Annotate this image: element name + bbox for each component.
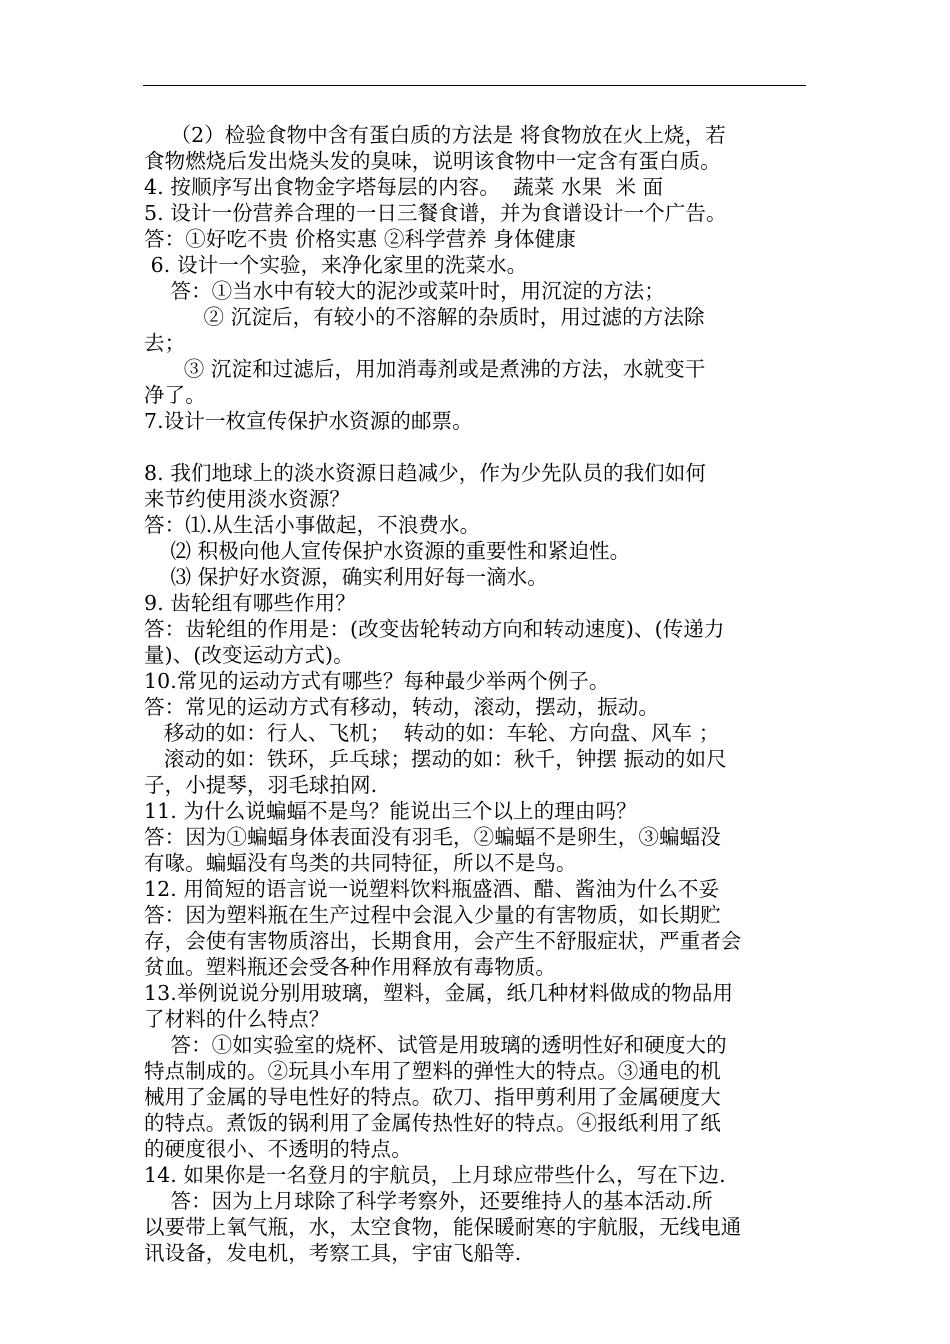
text-line: 以要带上氧气瓶，水，太空食物，能保暖耐寒的宇航服，无线电通: [144, 1215, 742, 1239]
text-line: 净了。: [144, 383, 206, 407]
text-line: 移动的如：行人、飞机； 转动的如：车轮、方向盘、风车 ；: [144, 721, 720, 745]
text-line: 答：因为上月球除了科学考察外，还要维持人的基本活动.所: [144, 1189, 713, 1213]
text-line: 答：①当水中有较大的泥沙或菜叶时，用沉淀的方法；: [144, 279, 665, 303]
text-line: 13.举例说说分别用玻璃，塑料，金属，纸几种材料做成的物品用: [144, 981, 734, 1005]
text-line: 了材料的什么特点？: [144, 1007, 330, 1031]
text-line: 的特点。煮饭的锅利用了金属传热性好的特点。④报纸利用了纸: [144, 1111, 721, 1135]
text-line: （2）检验食物中含有蛋白质的方法是 将食物放在火上烧，若: [144, 123, 726, 147]
text-line: 械用了金属的导电性好的特点。砍刀、指甲剪利用了金属硬度大: [144, 1085, 721, 1109]
text-line: 滚动的如：铁环，乒乓球；摆动的如：秋千，钟摆 振动的如尺: [144, 747, 727, 771]
text-line: 答：①好吃不贵 价格实惠 ②科学营养 身体健康: [144, 227, 576, 251]
header-rule: [143, 85, 806, 86]
text-line: 的硬度很小、不透明的特点。: [144, 1137, 412, 1161]
text-line: 12. 用简短的语言说一说塑料饮料瓶盛酒、醋、酱油为什么不妥: [144, 877, 720, 901]
text-line: 答：齿轮组的作用是：(改变齿轮转动方向和转动速度)、(传递力: [144, 617, 725, 641]
text-line: 子，小提琴，羽毛球拍网.: [144, 773, 378, 797]
document-body: [144, 122, 816, 1266]
text-line: 10.常见的运动方式有哪些？每种最少举两个例子。: [144, 669, 610, 693]
text-line: 14. 如果你是一名登月的宇航员，上月球应带些什么，写在下边.: [144, 1163, 726, 1187]
text-line: 答：常见的运动方式有移动，转动，滚动，摆动，振动。: [144, 695, 659, 719]
text-line: 答：①如实验室的烧杯、试管是用玻璃的透明性好和硬度大的: [144, 1033, 727, 1057]
text-line: ② 沉淀后，有较小的不溶解的杂质时，用过滤的方法除: [144, 305, 705, 329]
text-line: ⑶ 保护好水资源，确实利用好每一滴水。: [144, 565, 548, 589]
text-line: 4. 按顺序写出食物金字塔每层的内容。 蔬菜 水果 米 面: [144, 175, 664, 199]
text-line: 特点制成的。②玩具小车用了塑料的弹性大的特点。③通电的机: [144, 1059, 721, 1083]
text-line: 6. 设计一个实验，来净化家里的洗菜水。: [144, 253, 528, 277]
text-line: 8. 我们地球上的淡水资源日趋减少，作为少先队员的我们如何: [144, 461, 706, 485]
text-line: 5. 设计一份营养合理的一日三餐食谱，并为食谱设计一个广告。: [144, 201, 727, 225]
text-line: ⑵ 积极向他人宣传保护水资源的重要性和紧迫性。: [144, 539, 631, 563]
text-line: 有喙。蝙蝠没有鸟类的共同特征，所以不是鸟。: [144, 851, 577, 875]
text-line: 食物燃烧后发出烧头发的臭味，说明该食物中一定含有蛋白质。: [144, 149, 721, 173]
text-line: 9. 齿轮组有哪些作用？: [144, 591, 356, 615]
blank-line: [144, 434, 816, 460]
text-line: 去；: [144, 331, 186, 355]
text-line: 量)、(改变运动方式)。: [144, 643, 354, 667]
text-line: ③ 沉淀和过滤后，用加消毒剂或是煮沸的方法，水就变干: [144, 357, 706, 381]
text-line: 7.设计一枚宣传保护水资源的邮票。: [144, 409, 473, 433]
text-line: 答：因为塑料瓶在生产过程中会混入少量的有害物质，如长期贮: [144, 903, 721, 927]
text-line: 11. 为什么说蝙蝠不是鸟？能说出三个以上的理由吗？: [144, 799, 637, 823]
text-line: 讯设备，发电机，考察工具，宇宙飞船等.: [144, 1241, 522, 1265]
text-line: 贫血。塑料瓶还会受各种作用释放有毒物质。: [144, 955, 556, 979]
text-line: 来节约使用淡水资源？: [144, 487, 350, 511]
text-line: 答：⑴.从生活小事做起，不浪费水。: [144, 513, 481, 537]
text-line: 存，会使有害物质溶出，长期食用，会产生不舒服症状，严重者会: [144, 929, 742, 953]
text-line: 答：因为①蝙蝠身体表面没有羽毛，②蝙蝠不是卵生，③蝙蝠没: [144, 825, 721, 849]
